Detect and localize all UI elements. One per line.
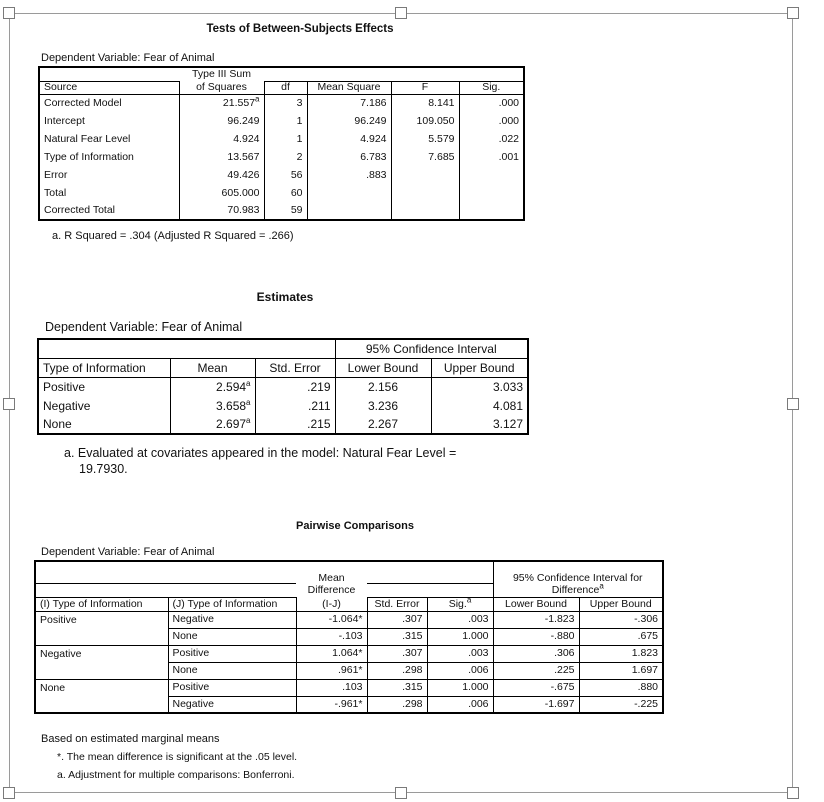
row-f <box>391 202 459 220</box>
row-upper-bound: -.306 <box>579 611 663 628</box>
row-mean-square: 7.186 <box>307 94 391 112</box>
t1-title: Tests of Between-Subjects Effects <box>206 23 394 35</box>
row-sig: .006 <box>427 696 493 713</box>
row-upper-bound: -.225 <box>634 698 658 710</box>
row-f: 109.050 <box>391 112 459 130</box>
row-i-type: Positive <box>35 611 168 628</box>
table-row <box>38 396 528 415</box>
header-ci-line2: Difference <box>551 583 600 596</box>
header-upper-bound: Upper Bound <box>579 597 663 611</box>
t2-title: Estimates <box>256 290 314 304</box>
row-ss: 605.000 <box>179 184 264 202</box>
table-row <box>38 415 528 434</box>
row-type: Positive <box>38 377 170 396</box>
row-mean-difference: .103 <box>296 679 367 696</box>
t1-footnote: a. R Squared = .304 (Adjusted R Squared = .266) <box>52 230 294 242</box>
row-std-error: .219 <box>255 377 335 396</box>
row-ss: 4.924 <box>179 130 264 148</box>
resize-handle-top-left[interactable] <box>3 7 15 19</box>
t3-title: Pairwise Comparisons <box>296 520 414 532</box>
header-ci-line1: 95% Confidence Interval for <box>512 571 643 584</box>
row-type: None <box>38 415 170 434</box>
row-mean-difference: -1.064* <box>296 611 367 628</box>
row-sig: 1.000 <box>427 679 493 696</box>
row-i-type <box>35 696 168 713</box>
row-lower-bound: -.880 <box>493 628 579 645</box>
row-j-type: Positive <box>168 645 296 662</box>
row-mean-square: .883 <box>307 166 391 184</box>
row-ss: 70.983 <box>179 202 264 220</box>
row-sig <box>459 166 524 184</box>
header-type-of-information: Type of Information <box>38 358 170 377</box>
row-std-error: .298 <box>367 696 427 713</box>
header-f: F <box>391 81 459 94</box>
row-j-type: None <box>168 628 296 645</box>
row-sig: .003 <box>427 611 493 628</box>
row-mean-square: 96.249 <box>307 112 391 130</box>
t3-note-based: Based on estimated marginal means <box>41 733 220 745</box>
row-std-error: .307 <box>367 645 427 662</box>
row-sig <box>459 202 524 220</box>
row-mean: 2.594 <box>216 379 247 394</box>
row-lower-bound: 2.267 <box>335 415 431 434</box>
row-ss: 21.557 <box>222 97 256 109</box>
row-upper-bound: 3.033 <box>492 379 523 394</box>
t2-footnote-line1: a. Evaluated at covariates appeared in the model: Natural Fear Level = <box>64 446 457 460</box>
row-source: Corrected Model <box>39 94 179 112</box>
row-std-error: .315 <box>367 679 427 696</box>
row-f: 7.685 <box>391 148 459 166</box>
header-sig: Sig. <box>448 597 467 610</box>
superscript-a: a <box>255 94 260 104</box>
row-mean-difference: -.103 <box>296 628 367 645</box>
row-mean-square: 6.783 <box>307 148 391 166</box>
table-row <box>39 202 524 220</box>
row-ss: 96.249 <box>179 112 264 130</box>
row-ss: 49.426 <box>179 166 264 184</box>
row-sig: 1.000 <box>427 628 493 645</box>
header-upper-bound: Upper Bound <box>431 358 528 377</box>
row-lower-bound: -.675 <box>493 679 579 696</box>
row-upper-bound: 4.081 <box>492 398 523 413</box>
row-j-type: None <box>168 662 296 679</box>
row-source: Intercept <box>39 112 179 130</box>
row-upper-bound: 1.823 <box>579 645 663 662</box>
row-lower-bound: .306 <box>493 645 579 662</box>
row-lower-bound: -1.697 <box>493 696 579 713</box>
row-sig: .003 <box>427 645 493 662</box>
row-std-error: .215 <box>255 415 335 434</box>
row-df: 1 <box>264 130 307 148</box>
row-sig: .006 <box>427 662 493 679</box>
row-df: 3 <box>264 94 307 112</box>
table-row <box>35 696 663 713</box>
row-lower-bound: -1.823 <box>493 611 579 628</box>
row-std-error: .211 <box>255 396 335 415</box>
header-mean-difference-line1: Mean <box>318 571 345 584</box>
table-row <box>39 166 524 184</box>
row-df: 1 <box>264 112 307 130</box>
row-sig: .001 <box>498 150 519 163</box>
row-sig: .000 <box>498 114 519 127</box>
header-ss-line2: of Squares <box>179 81 264 94</box>
row-i-type <box>35 662 168 679</box>
header-confidence-interval: 95% Confidence Interval <box>335 339 528 358</box>
row-f <box>391 184 459 202</box>
header-std-error: Std. Error <box>255 358 335 377</box>
row-i-type <box>35 628 168 645</box>
table-row <box>35 628 663 645</box>
superscript-a: a <box>246 397 251 407</box>
header-ss-line1: Type III Sum <box>192 68 251 81</box>
header-j-type: (J) Type of Information <box>168 597 296 611</box>
superscript-a: a <box>466 595 472 605</box>
table-row <box>35 679 663 696</box>
row-mean-square <box>307 184 391 202</box>
row-source: Type of Information <box>39 148 179 166</box>
estimates-table <box>37 338 529 435</box>
header-lower-bound: Lower Bound <box>493 597 579 611</box>
resize-handle-top-right[interactable] <box>787 7 799 19</box>
row-upper-bound: .880 <box>579 679 663 696</box>
header-mean-square: Mean Square <box>307 81 391 94</box>
superscript-a: a <box>246 378 251 388</box>
row-std-error: .315 <box>367 628 427 645</box>
pairwise-comparisons-table <box>34 560 664 714</box>
table-row <box>35 645 663 662</box>
table-row <box>39 112 524 130</box>
table-row <box>35 611 663 628</box>
row-std-error: .307 <box>367 611 427 628</box>
row-f: 8.141 <box>391 94 459 112</box>
row-lower-bound: 2.156 <box>335 377 431 396</box>
row-df: 59 <box>264 202 307 220</box>
row-i-type: None <box>35 679 168 696</box>
row-mean-difference: 1.064* <box>296 645 367 662</box>
row-sig: .000 <box>498 97 519 109</box>
row-lower-bound: .225 <box>493 662 579 679</box>
header-mean-difference-line3: (I-J) <box>296 597 367 611</box>
row-f <box>391 166 459 184</box>
t3-note-adjustment: a. Adjustment for multiple comparisons: Bonferroni. <box>57 769 295 781</box>
row-sig <box>459 184 524 202</box>
resize-handle-bottom[interactable] <box>395 787 407 799</box>
row-mean: 2.697 <box>216 417 247 431</box>
row-source: Error <box>39 166 179 184</box>
row-mean: 3.658 <box>216 398 247 413</box>
table-row <box>38 377 528 396</box>
row-mean-square: 4.924 <box>307 130 391 148</box>
row-lower-bound: 3.236 <box>335 396 431 415</box>
row-f: 5.579 <box>391 130 459 148</box>
resize-handle-top[interactable] <box>395 7 407 19</box>
row-upper-bound: 1.697 <box>579 662 663 679</box>
table-row <box>39 184 524 202</box>
table-row <box>39 148 524 166</box>
row-df: 56 <box>264 166 307 184</box>
resize-handle-bottom-left[interactable] <box>3 787 15 799</box>
row-upper-bound: 3.127 <box>492 417 523 431</box>
row-source: Corrected Total <box>39 202 179 220</box>
row-std-error: .298 <box>367 662 427 679</box>
row-upper-bound: .675 <box>579 628 663 645</box>
row-mean-difference: .961* <box>296 662 367 679</box>
table-row <box>35 662 663 679</box>
row-type: Negative <box>38 396 170 415</box>
row-j-type: Positive <box>168 679 296 696</box>
row-df: 2 <box>264 148 307 166</box>
row-j-type: Negative <box>168 696 296 713</box>
header-lower-bound: Lower Bound <box>335 358 431 377</box>
header-std-error: Std. Error <box>367 597 427 611</box>
resize-handle-left[interactable] <box>3 398 15 410</box>
row-i-type: Negative <box>35 645 168 662</box>
resize-handle-bottom-right[interactable] <box>787 787 799 799</box>
row-source: Total <box>39 184 179 202</box>
header-source: Source <box>39 81 179 94</box>
t3-dependent-variable: Dependent Variable: Fear of Animal <box>41 546 215 558</box>
table-row <box>39 94 524 112</box>
row-sig: .022 <box>498 132 519 145</box>
row-ss: 13.567 <box>179 148 264 166</box>
header-df: df <box>264 81 307 94</box>
t2-footnote-line2: 19.7930. <box>79 462 128 476</box>
header-sig: Sig. <box>459 81 524 94</box>
row-mean-square <box>307 202 391 220</box>
row-mean-difference: -.961* <box>296 696 367 713</box>
t2-dependent-variable: Dependent Variable: Fear of Animal <box>45 320 243 334</box>
between-subjects-table <box>38 66 525 221</box>
table-row <box>39 130 524 148</box>
t1-dependent-variable: Dependent Variable: Fear of Animal <box>41 52 215 64</box>
header-mean-difference-line2: Difference <box>307 583 356 596</box>
row-df: 60 <box>264 184 307 202</box>
row-source: Natural Fear Level <box>39 130 179 148</box>
header-mean: Mean <box>170 358 255 377</box>
header-i-type: (I) Type of Information <box>35 597 168 611</box>
row-j-type: Negative <box>168 611 296 628</box>
superscript-a: a <box>246 416 251 425</box>
t3-note-significance: *. The mean difference is significant at the .05 level. <box>57 751 298 763</box>
resize-handle-right[interactable] <box>787 398 799 410</box>
superscript-a: a <box>599 581 604 590</box>
